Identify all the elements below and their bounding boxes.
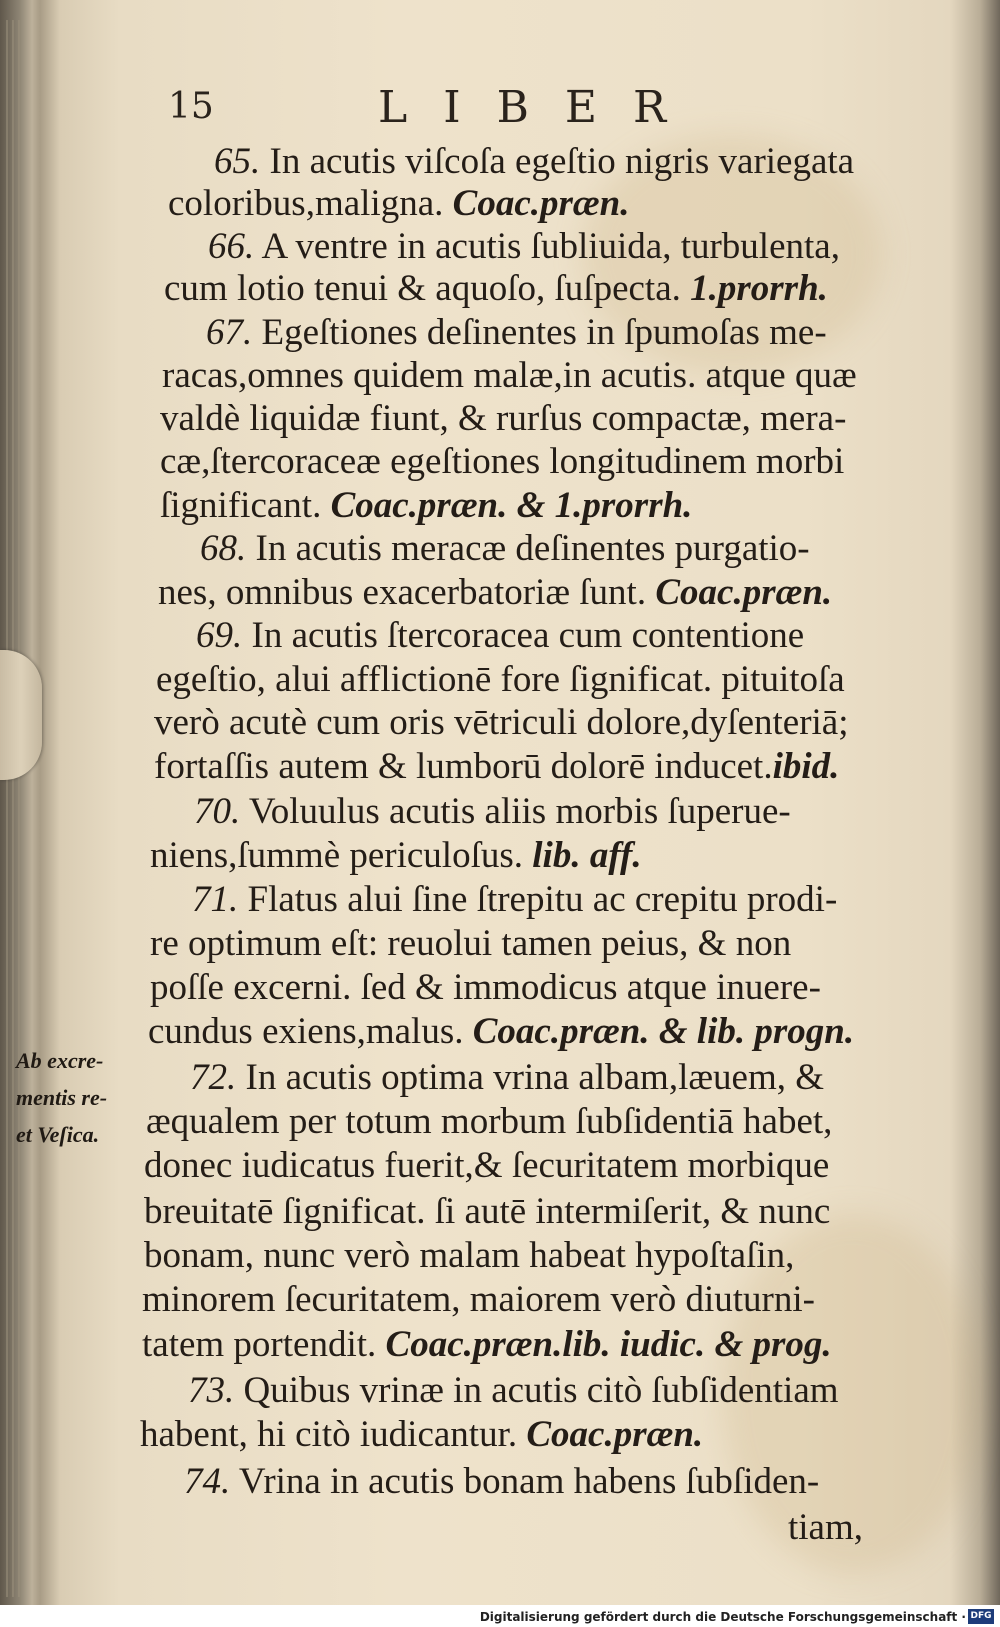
text-line	[0, 1413, 1000, 1457]
text-line	[0, 1100, 1000, 1144]
aphorism-number: 71.	[192, 879, 239, 920]
line-text: Flatus alui ſine ſtrepitu ac crepitu prodi-	[238, 879, 838, 920]
text-line	[0, 1234, 1000, 1278]
text-line	[0, 571, 1000, 615]
line-text: In acutis optima vrina albam,læuem, &	[236, 1057, 825, 1098]
line-text: Quibus vrinæ in acutis citò ſubſidentiam	[234, 1370, 839, 1411]
text-line	[0, 1190, 1000, 1234]
line-text: cæ,ſtercoraceæ egeſtiones longitudinem morbi	[160, 441, 845, 482]
margin-note-line: et Veſica.	[16, 1122, 100, 1147]
aphorism-number: 72.	[190, 1057, 237, 1098]
text-line	[0, 1506, 1000, 1550]
text-line	[0, 1144, 1000, 1188]
line-text: Voluulus acutis aliis morbis ſuperue-	[240, 791, 791, 832]
text-line	[0, 354, 1000, 398]
line-reference: 1.prorrh.	[690, 268, 828, 309]
text-line	[0, 966, 1000, 1010]
text-line	[0, 225, 1000, 269]
line-text: re optimum eſt: reuolui tamen peius, & non	[150, 923, 792, 964]
page-header	[0, 80, 1000, 140]
line-text: cundus exiens,malus.	[148, 1011, 473, 1052]
text-line	[0, 1278, 1000, 1322]
text-line	[0, 614, 1000, 658]
aphorism-number: 73.	[188, 1370, 235, 1411]
text-line	[0, 267, 1000, 311]
line-text: donec iudicatus fuerit,& ſecuritatem morbique	[144, 1145, 830, 1186]
text-line	[0, 878, 1000, 922]
text-line	[0, 182, 1000, 226]
line-text: nes, omnibus exacerbatoriæ ſunt.	[158, 572, 656, 613]
text-line	[0, 140, 1000, 184]
aphorism-number: 69.	[196, 615, 243, 656]
text-line	[0, 1010, 1000, 1054]
line-text: æqualem per totum morbum ſubſidentiā habet,	[146, 1101, 833, 1142]
line-reference: Coac.præn. & 1.prorrh.	[330, 485, 693, 526]
text-line	[0, 440, 1000, 484]
line-text: poſſe excerni. ſed & immodicus atque inuere-	[150, 967, 821, 1008]
margin-note-line: Ab excre-	[16, 1048, 104, 1073]
line-text: racas,omnes quidem malæ,in acutis. atque quæ	[162, 355, 857, 396]
aphorism-number: 67.	[206, 312, 253, 353]
text-line	[0, 790, 1000, 834]
line-text: breuitatē ſignificat. ſi autē intermiſerit, & nunc	[144, 1191, 831, 1232]
line-text: Vrina in acutis bonam habens ſubſiden-	[230, 1461, 820, 1502]
aphorism-number: 70.	[194, 791, 241, 832]
digitization-credit: Digitalisierung gefördert durch die Deutsche Forschungsgemeinschaft ·	[479, 1610, 966, 1624]
line-text: In acutis viſcoſa egeſtio nigris variegata	[260, 141, 855, 182]
margin-note-line: mentis re-	[16, 1085, 108, 1110]
aphorism-number: 74.	[184, 1461, 231, 1502]
text-line	[0, 484, 1000, 528]
text-line	[0, 1369, 1000, 1413]
line-text: cum lotio tenui & aquoſo, ſuſpecta.	[164, 268, 691, 309]
line-text: In acutis meracæ deſinentes purgatio-	[246, 528, 810, 569]
line-text: ſignificant.	[160, 485, 331, 526]
text-line	[0, 1056, 1000, 1100]
page-number: 15	[168, 86, 214, 127]
text-line	[0, 311, 1000, 355]
footer-bar	[0, 1605, 1000, 1627]
text-line	[0, 527, 1000, 571]
line-reference: ibid.	[772, 746, 840, 787]
line-text: valdè liquidæ fiunt, & rurſus compactæ, mera-	[160, 398, 847, 439]
line-reference: Coac.præn.lib. iudic. & prog.	[385, 1324, 832, 1365]
line-reference: Coac.præn.	[452, 183, 630, 224]
text-line	[0, 745, 1000, 789]
line-text: tiam,	[788, 1507, 864, 1548]
line-text: fortaſſis autem & lumborū dolorē inducet.	[154, 746, 773, 787]
line-text: bonam, nunc verò malam habeat hypoſtaſin,	[144, 1235, 795, 1276]
text-line	[0, 922, 1000, 966]
text-line	[0, 1323, 1000, 1367]
line-text: In acutis ſtercoracea cum contentione	[242, 615, 805, 656]
line-text: coloribus,maligna.	[168, 183, 453, 224]
text-line	[0, 834, 1000, 878]
dfg-logo: DFG	[968, 1609, 994, 1624]
text-line	[0, 1460, 1000, 1504]
line-text: egeſtio, alui afflictionē fore ſignificat. pituitoſa	[156, 659, 845, 700]
text-line	[0, 397, 1000, 441]
aphorism-number: 65.	[214, 141, 261, 182]
text-line	[0, 658, 1000, 702]
text-line	[0, 701, 1000, 745]
line-text: verò acutè cum oris vētriculi dolore,dyſenteriā;	[154, 702, 849, 743]
aphorism-number: 66.	[208, 226, 255, 267]
line-reference: Coac.præn. & lib. progn.	[472, 1011, 855, 1052]
line-reference: lib. aff.	[532, 835, 642, 876]
line-text: Egeſtiones deſinentes in ſpumoſas me-	[252, 312, 827, 353]
line-reference: Coac.præn.	[526, 1414, 704, 1455]
line-text: habent, hi citò iudicantur.	[140, 1414, 527, 1455]
line-text: niens,ſummè periculoſus.	[150, 835, 533, 876]
line-text: tatem portendit.	[142, 1324, 386, 1365]
aphorism-number: 68.	[200, 528, 247, 569]
line-text: A ventre in acutis ſubliuida, turbulenta,	[254, 226, 840, 267]
running-head: LIBER	[378, 82, 703, 133]
line-text: minorem ſecuritatem, maiorem verò diuturni-	[142, 1279, 815, 1320]
line-reference: Coac.præn.	[655, 572, 833, 613]
